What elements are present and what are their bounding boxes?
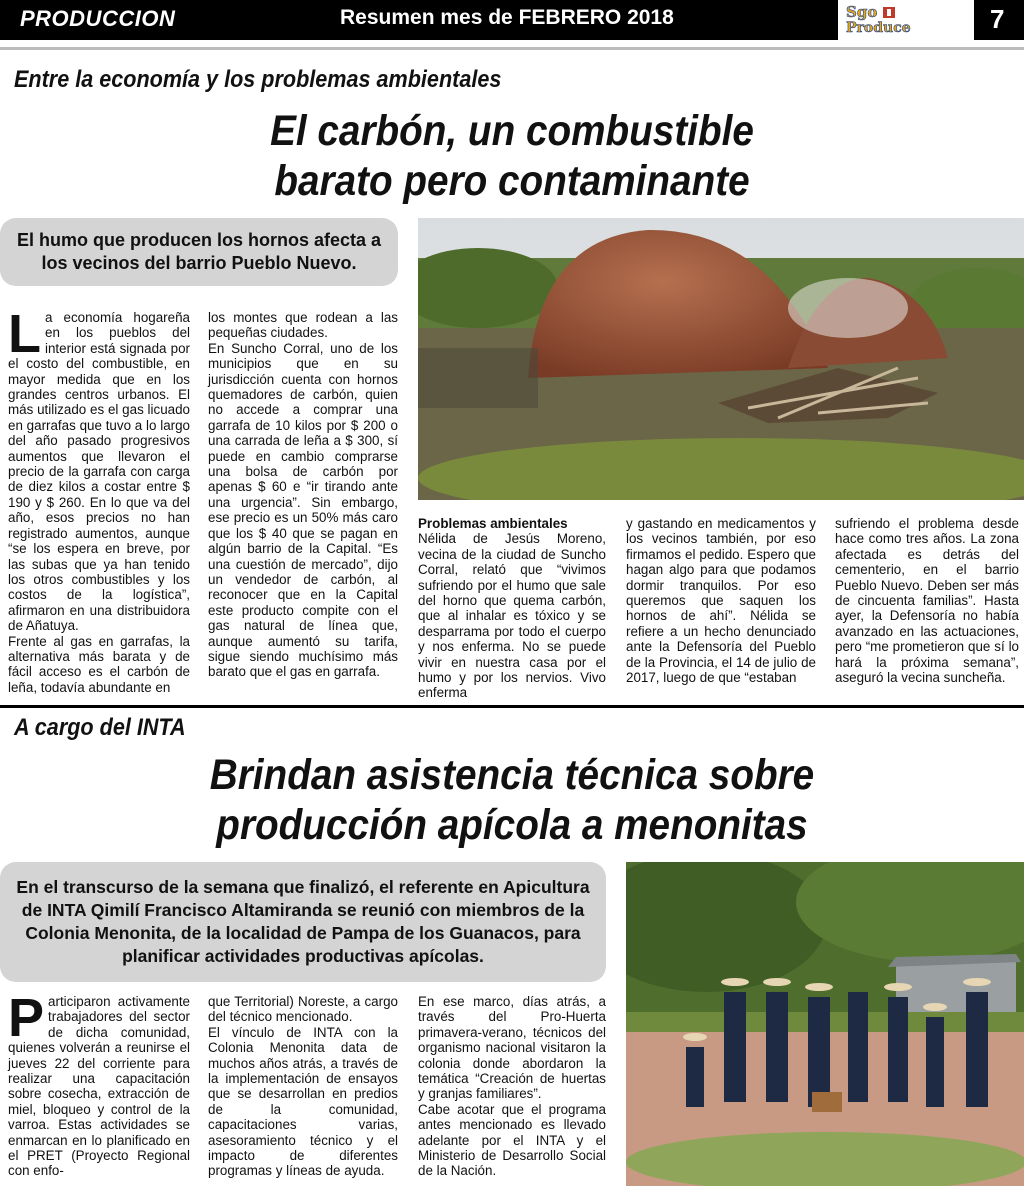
article1-headline-line2: barato pero contaminante	[274, 157, 750, 205]
article1-headline	[242, 106, 782, 206]
page-header	[0, 0, 1024, 40]
article1-col2-p2: En Suncho Corral, uno de los municipios que en su jurisdicción cuenta con hornos quemadores de carbón, quien no accede a comprar una garrafa de 10 kilos por $ 200 o una carrada de leña a $ 300, sí puede en cambio comprarse una bolsa de carbón por apenas $ 60 e “ir tirando ante una urgencia”. Sin embargo, ese precio es un 50% más caro que los $ 40 que se pagan en algún barrio de la Capital. “Es una cuestión de mercado”, dijo un vendedor de carbón, al reconocer que en la Capital este producto compite con el gas natural de línea que, aunque aumentó su tarifa, sigue siendo muchísimo más barato que el gas en garrafa.	[208, 340, 398, 680]
article1-col5-p1: sufriendo el problema desde hace como tres años. La zona afectada es detrás del cementerio, en el barrio Pueblo Nuevo. Deben ser más de cincuenta familias”. Hasta ayer, la Defensoría no había avanzado en las actuaciones, pero “me prometieron que sí lo hará la próxima semana”, aseguró la vecina suncheña.	[835, 516, 1019, 686]
article2-col2-p1: que Territorial) Noreste, a cargo del técnico mencionado.	[208, 994, 398, 1025]
article-divider	[0, 705, 1024, 708]
section-title: PRODUCCION	[20, 6, 176, 31]
charcoal-kilns-photo	[418, 218, 1024, 500]
article2-column-3	[418, 994, 606, 1179]
logo-line-2: Produce	[846, 20, 911, 36]
article2-col1-p1: articiparon activamente trabajadores del sector de dicha comunidad, quienes volverán a reunirse el jueves 22 del corriente para realizar una capacitación sobre cosecha, extracción de miel, bloqueo y control de la varroa. Estas actividades se enmarcan en lo planificado en el PRET (Proyecto Regional con enfo-	[8, 994, 190, 1179]
logo-line-1: Sgo	[846, 3, 878, 21]
article2-headline-line2: producción apícola a menonitas	[216, 801, 808, 849]
article2-kicker: A cargo del INTA	[14, 714, 186, 741]
issue-summary: Resumen mes de FEBRERO 2018	[340, 6, 674, 29]
publication-logo	[838, 0, 974, 40]
article1-column-3	[418, 516, 606, 701]
article2-dropcap: P	[8, 988, 45, 1048]
article1-col1-p2: Frente al gas en garrafas, la alternativa más barata y de fácil acceso es el carbón de leña, todavía abundante en	[8, 633, 190, 695]
article2-column-2	[208, 994, 398, 1179]
article1-column-2	[208, 310, 398, 680]
article1-col1-p1: a economía hogareña en los pueblos del interior está signada por el costo del combustible, en mayor medida que en los grandes centros urbanos. El más utilizado es el gas licuado en garrafas que tuvo a lo largo del año pasado progresivos aumentos que llevaron el precio de la garrafa con carga de diez kilos a costar entre $ 190 y $ 260. En lo que va del año, esos precios no han registrado aumentos, aunque “se los espera en breve, por las subas que ya han tenido los otros combustibles y los costos de la logística”, afirmaron en una distribuidora de Añatuya.	[8, 310, 190, 634]
header-rule	[0, 47, 1024, 50]
mennonite-group-photo	[626, 862, 1024, 1186]
article2-deck: En el transcurso de la semana que finalizó, el referente en Apicultura de INTA Qimilí Francisco Altamiranda se reunió con miembros de la Colonia Menonita, de la localidad de Pampa de los Guanacos, para planificar actividades productivas apícolas.	[0, 862, 606, 982]
article1-column-4	[626, 516, 816, 685]
article1-col2-p1: los montes que rodean a las pequeñas ciudades.	[208, 310, 398, 341]
article1-deck: El humo que producen los hornos afecta a los vecinos del barrio Pueblo Nuevo.	[0, 218, 398, 286]
article1-column-1	[8, 304, 190, 695]
article1-dropcap: L	[8, 304, 41, 364]
article2-headline	[152, 750, 872, 850]
article2-col3-p1: En ese marco, días atrás, a través del Pro-Huerta primavera-verano, técnicos del organismo nacional visitaron la colonia donde abordaron la temática “Creación de huertas y granjas familiares”.	[418, 994, 606, 1102]
article1-headline-line1: El carbón, un combustible	[270, 107, 754, 155]
flag-icon	[883, 7, 895, 18]
article2-col3-p2: Cabe acotar que el programa antes mencionado es llevado adelante por el INTA y el Ministerio de Desarrollo Social de la Nación.	[418, 1101, 606, 1179]
article1-subhead: Problemas ambientales	[418, 516, 568, 531]
article1-col4-p1: y gastando en medicamentos y los vecinos también, por eso firmamos el pedido. Espero que hagan algo para que podamos dormir tranquilos. Por eso queremos que saquen los hornos de ahí”. Nélida se refiere a un hecho denunciado ante la Defensoría del Pueblo de la Provincia, el 14 de julio de 2017, luego de que “estaban	[626, 516, 816, 686]
article2-column-1	[8, 988, 190, 1179]
article1-kicker: Entre la economía y los problemas ambientales	[14, 66, 502, 93]
article2-headline-line1: Brindan asistencia técnica sobre	[209, 751, 815, 799]
article1-col3-p1: Nélida de Jesús Moreno, vecina de la ciudad de Suncho Corral, relató que “vivimos sufriendo por el humo que sale del horno que quema carbón, que al inhalar es tóxico y se desparrama por todo el cuerpo y nos enferma. No se puede vivir en nuestra casa por el humo y por los nervios. Vivo enferma	[418, 531, 606, 701]
page-number: 7	[990, 4, 1005, 34]
article2-col2-p2: El vínculo de INTA con la Colonia Menonita data de muchos años atrás, a través de la implementación de ensayos que se desarrollan en predios de la comunidad, capacitaciones varias, asesoramiento técnico y el impacto de diferentes programas y líneas de ayuda.	[208, 1024, 398, 1179]
article1-column-5	[835, 516, 1019, 685]
